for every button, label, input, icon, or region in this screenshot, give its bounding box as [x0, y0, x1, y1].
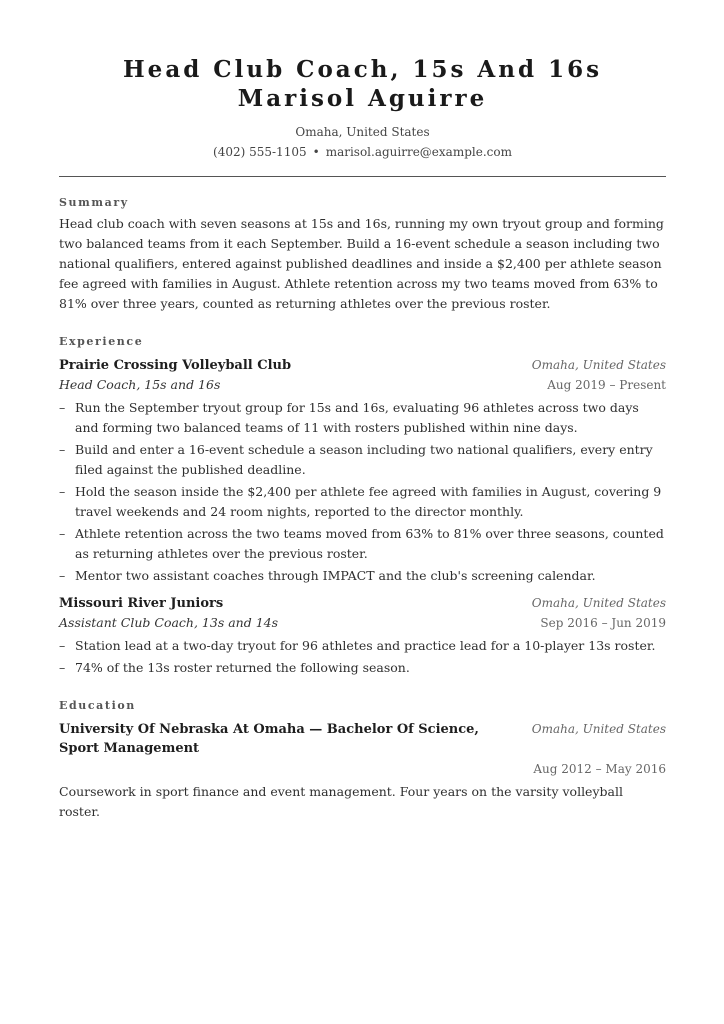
bullet-marker: – [59, 400, 66, 415]
education-header-row [59, 720, 666, 758]
summary-text: Head club coach with seven seasons at 15s and 16s, running my own tryout group and forming two balanced teams from it each September. Build a 16-event schedule a season including two national qualifiers, entered against published deadlines and inside a $2,400 per athlete season fee agreed with families in August. Athlete retention across my two teams moved from 63% to 81% over three years, counted as returning athletes over the previous roster. [59, 216, 664, 311]
bullet-item [59, 398, 666, 437]
experience-entry [59, 594, 666, 678]
bullet-text: Mentor two assistant coaches through IMPACT and the club's screening calendar. [75, 568, 596, 583]
bullet-item [59, 636, 666, 656]
job-role: Assistant Club Coach, 13s and 14s [59, 614, 279, 630]
bullet-text: Build and enter a 16-event schedule a season including two national qualifiers, every entry filed against the published deadline. [75, 442, 653, 477]
bullet-item [59, 482, 666, 521]
bullet-text: Hold the season inside the $2,400 per athlete fee agreed with families in August, covering 9 travel weekends and 24 room nights, reported to the director monthly. [75, 484, 662, 519]
header-divider [59, 176, 666, 177]
bullet-list [59, 636, 666, 678]
contact-line [59, 142, 666, 162]
bullet-item [59, 440, 666, 479]
summary-section [59, 195, 666, 314]
bullet-text: Station lead at a two-day tryout for 96 athletes and practice lead for a 10-player 13s roster. [75, 637, 656, 653]
summary-heading: Summary [59, 196, 129, 209]
employer-location: Omaha, United States [531, 595, 666, 610]
entry-header-row [59, 356, 666, 375]
bullet-item [59, 566, 666, 586]
bullet-text: Athlete retention across the two teams moved from 63% to 81% over three seasons, counted as returning athletes over the previous roster. [75, 526, 664, 561]
location-text: Omaha, United States [295, 125, 430, 139]
education-text: Coursework in sport finance and event management. Four years on the varsity volleyball roster. [59, 783, 623, 819]
email-text: marisol.aguirre@example.com [325, 145, 512, 159]
experience-heading: Experience [59, 335, 144, 348]
bullet-text: Run the September tryout group for 15s and 16s, evaluating 96 athletes across two days and forming two balanced teams of 11 with rosters published within nine days. [75, 400, 639, 435]
experience-entry [59, 356, 666, 586]
bullet-text: 74% of the 13s roster returned the following season. [75, 660, 410, 675]
contact-separator: • [312, 145, 320, 159]
employer-location: Omaha, United States [531, 358, 666, 372]
entry-role-row [59, 613, 666, 633]
bullet-item [59, 524, 666, 563]
bullet-marker: – [59, 637, 66, 653]
job-dates: Sep 2016 – Jun 2019 [540, 615, 666, 630]
school-location: Omaha, United States [531, 721, 666, 736]
education-heading: Education [59, 698, 136, 712]
phone-text: (402) 555-1105 [213, 145, 307, 159]
education-entry [59, 720, 666, 822]
job-dates: Aug 2019 – Present [547, 378, 666, 392]
entry-role-row [59, 375, 666, 395]
employer-name: Missouri River Juniors [59, 595, 224, 611]
bullet-marker: – [59, 568, 66, 583]
job-role: Head Coach, 15s and 16s [59, 377, 221, 392]
bullet-marker: – [59, 442, 66, 457]
experience-section [59, 334, 666, 678]
entry-header-row [59, 594, 666, 613]
education-section [59, 698, 666, 822]
bullet-marker: – [59, 484, 66, 499]
bullet-marker: – [59, 526, 66, 541]
education-dates: Aug 2012 – May 2016 [533, 761, 666, 776]
bullet-marker: – [59, 660, 66, 675]
school-degree: University Of Nebraska At Omaha — Bachelor Of Science, Sport Management [59, 721, 479, 756]
education-dates-row [59, 758, 666, 779]
person-name-heading: Marisol Aguirre [237, 85, 488, 112]
bullet-item [59, 658, 666, 678]
employer-name: Prairie Crossing Volleyball Club [59, 358, 292, 373]
bullet-list [59, 398, 666, 586]
resume-header [59, 0, 666, 162]
job-title-heading: Head Club Coach, 15s And 16s [122, 56, 603, 83]
